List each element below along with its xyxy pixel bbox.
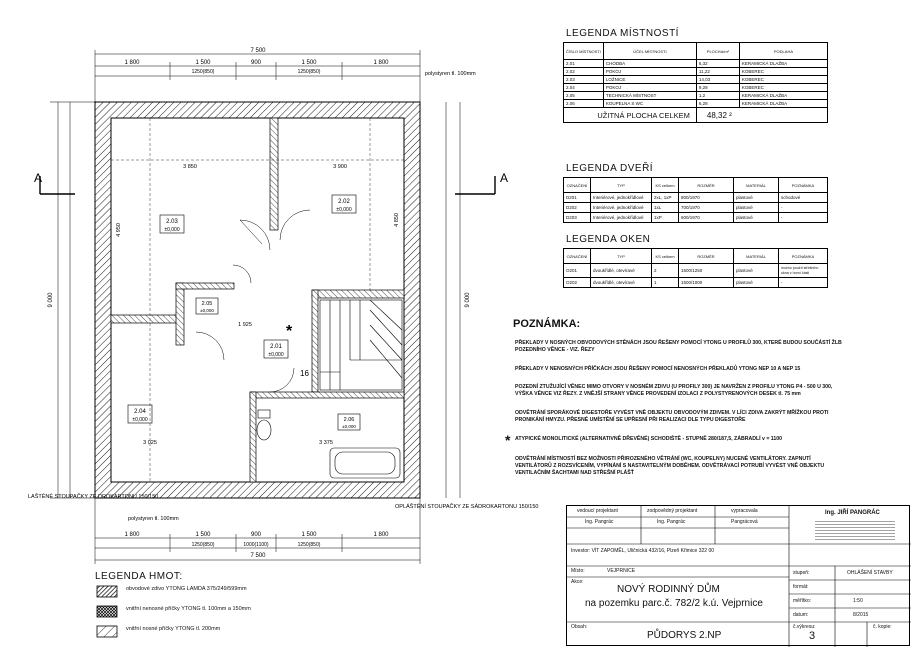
washbasin (257, 410, 271, 440)
drawing-number: 3 (809, 630, 816, 642)
section-label-left: A (34, 171, 43, 185)
svg-text:2.01: 2.01 (270, 344, 282, 350)
stair-steps: 16 (300, 369, 309, 378)
place-label: Místo: (571, 568, 585, 574)
stair-asterisk: * (286, 323, 293, 340)
table-row: D202 Interiérové, jednokřídlové 1xL 700/1970 plastové - (564, 203, 828, 213)
firm-name: Ing. JIŘÍ PANGRÁC (825, 510, 880, 516)
investor: Investor: VÍT ZAPOMĚL, Uličnická 432/16, Plzeň Křimice 322 00 (571, 548, 715, 554)
svg-text:2.02: 2.02 (338, 199, 350, 205)
label-stoupacky-left: LAŠTĚNÉ STOUPAČKY ZE DROKARTONU 150/150 (28, 494, 159, 500)
material-item: obvodové zdivo YTONG LAMDA 375/249/599mm (126, 586, 247, 592)
legend-doors-table: OZNAČENÍ TYP KS celkem ROZMĚR MATERIÁL POZNÁMKA D201 Interiérové, jednokřídlové 2xL, 1xP 800/1970 plastové schodové D202 Interiérové, jednokřídlové 1xL 700/1970 plastové - D203 Interiérové, jednokřídlové 1xP 600/1970 plastové - (563, 177, 828, 223)
col-header: PODLAHA (739, 43, 827, 60)
label-polystyren-top: polystyren tl. 100mm (425, 71, 476, 77)
dim-inner-2: 3 900 (333, 164, 347, 170)
name-drafter: Pangrácová (731, 519, 758, 525)
role-lead: vedoucí projektant (577, 508, 618, 514)
dim-bottom-sub-3: 1250(850) (297, 542, 321, 548)
action-line2: na pozemku parc.č. 782/2 k.ú. Vejprnice (585, 598, 763, 609)
room-label-2.05 (196, 298, 218, 314)
dim-top-5: 1 800 (373, 60, 389, 66)
dim-top-sub-2: 1250(850) (297, 69, 321, 75)
bathtub (330, 448, 400, 478)
total-area-value: 48,32 ² (696, 108, 827, 123)
room-label-2.02 (332, 195, 356, 213)
svg-text:2.04: 2.04 (134, 409, 146, 415)
scale-value: 1:50 (853, 598, 863, 604)
drawing-number-label: č.výkresu: (793, 624, 816, 630)
content-label: Obsah: (571, 624, 588, 630)
dim-bottom-2: 1 500 (195, 532, 211, 538)
dim-inner-1: 3 850 (183, 164, 197, 170)
col-header: ČÍSLO MÍSTNOSTI (564, 43, 604, 60)
dim-bottom-sub-1: 1250(850) (191, 542, 215, 548)
dim-bottom-3: 900 (250, 532, 262, 538)
firm-stamp-text (815, 519, 895, 541)
room-label-2.06 (338, 414, 360, 430)
col-header: ÚČEL MÍSTNOSTI (603, 43, 696, 60)
table-row: 2.02 POKOJ 11,22 KOBEREC (564, 68, 828, 76)
section-mark-right (455, 176, 495, 194)
role-drafter: vypracovala (731, 508, 758, 514)
dim-height-right: 9 000 (465, 292, 471, 308)
svg-text:±0,000: ±0,000 (268, 352, 284, 358)
date-value: 8/2015 (853, 612, 869, 618)
dim-inner-3: 4 950 (116, 223, 122, 237)
note-item: ODVĚTRÁNÍ MÍSTNOSTÍ BEZ MOŽNOSTI PŘIROZENÉHO VĚTRÁNÍ (WC, KOUPELNY) NUCENÉ VENTILÁTORY. ZAPNUTÍ VENTILÁTORŮ Z ROZSVÍCENÍM, VYPÍNÁNÍ S NASTAVITELNÝM DOBĚHEM. ODVĚTRÁVACÍ POTRUBÍ VYVÉST VNĚ OBJEKTU VENTILAČNÍM ŠACHTAMI NAD STŘEŠNÍ PLÁŠŤ (515, 456, 825, 476)
svg-text:2.06: 2.06 (343, 417, 355, 423)
table-row: D201 Interiérové, jednokřídlové 2xL, 1xP 800/1970 plastové schodové (564, 193, 828, 203)
material-item: vnitřní nenosné příčky YTONG tl. 100mm a 150mm (126, 606, 251, 612)
table-row: 2.01 CHODBA 6,32 KERAMICKÁ DLAŽBA (564, 60, 828, 68)
room-label-2.01 (264, 340, 288, 358)
role-responsible: zodpovědný projektant (647, 508, 698, 514)
note-item: POZEDNÍ ZTUŽUJÍCÍ VĚNEC MIMO OTVORY V NOSNÉM ZDIVU (U PROFILY 300) JE NAVRŽEN Z PROFILU YTONG P4 - 500 U 300, VÝŠKA VĚNCE VIZ ŘEZY. Z VNĚJŠÍ STRANY VĚNCE PROVEDENÍ IZOLACI Z POLYSTYRENOVÝCH DESEK tl. 75 mm (515, 384, 833, 397)
note-item: ODVĚTRÁNÍ SPORÁKOVÉ DIGESTOŘE VYVÉST VNĚ OBJEKTU OBVODOVÝM ZDIVEM. V LÍCI ZDIVA ZAKRÝT MŘÍŽKOU PROTI PRONIKÁNÍ HMYZU. PŘESNÉ UMÍSTĚNÍ SE UPŘESNÍ PŘI REALIZACI DLE TYPU DIGESTOŘE (515, 410, 829, 423)
table-row: 2.06 KOUPELNA S WC 6,28 KERAMICKÁ DLAŽBA (564, 100, 828, 108)
svg-text:±0,000: ±0,000 (200, 308, 214, 313)
dim-top-2: 1 500 (195, 60, 211, 66)
action-line1: NOVÝ RODINNÝ DŮM (617, 584, 720, 595)
table-row: 2.03 LOŽNICE 14,03 KOBEREC (564, 76, 828, 84)
dim-top-3: 900 (250, 60, 262, 66)
svg-text:±0,000: ±0,000 (132, 417, 148, 423)
legend-rooms-title: LEGENDA MÍSTNOSTÍ (566, 28, 679, 39)
svg-text:2.05: 2.05 (201, 301, 213, 307)
dim-inner-6: 3 375 (319, 440, 333, 446)
dim-total-bottom: 7 500 (250, 553, 266, 559)
date-label: datum: (793, 612, 809, 618)
stage-label: stupeň: (793, 570, 810, 576)
note-item: ATYPICKÉ MONOLITICKÉ (ALTERNATIVNĚ DŘEVĚNÉ) SCHODIŠTĚ - STUPNĚ 280/187,5, ZÁBRADLÍ v = 1100 (515, 436, 783, 442)
room-label-2.03 (160, 215, 184, 233)
name-responsible: Ing. Pangrác (657, 519, 686, 525)
note-item: PŘEKLADY V NOSNÝCH OBVODOVÝCH STĚNÁCH JSOU ŘEŠENY POMOCÍ YTONG U PROFILŮ 300, KTERÉ BUDOU SOUČÁSTÍ ŽLB POZEDNÍHO VĚNCE - VIZ. ŘEZY (515, 340, 842, 353)
dim-top-1: 1 800 (124, 60, 140, 66)
table-row: 2.04 POKOJ 9,28 KOBEREC (564, 84, 828, 92)
label-stoupacky-right: OPLÁŠTĚNÍ STOUPAČKY ZE SÁDROKARTONU 150/150 (395, 504, 539, 510)
svg-text:±0,000: ±0,000 (336, 207, 352, 213)
material-item: vnitřní nosné příčky YTONG tl. 200mm (126, 626, 221, 632)
staircase (320, 300, 402, 390)
format-label: formát: (793, 584, 809, 590)
top-dimensions (95, 50, 420, 102)
place-value: VEJPRNICE (607, 568, 636, 574)
note-asterisk: * (505, 432, 511, 448)
name-lead: Ing. Pangrác (585, 519, 614, 525)
dim-bottom-4: 1 500 (301, 532, 317, 538)
dim-inner-7: 4 850 (394, 213, 400, 227)
dim-inner-4: 3 025 (143, 440, 157, 446)
legend-doors-title: LEGENDA DVEŘÍ (566, 163, 654, 174)
legend-rooms-table (563, 42, 828, 123)
copy-label: č. kopie: (873, 624, 892, 630)
dim-top-4: 1 500 (301, 60, 317, 66)
legend-windows-title: LEGENDA OKEN (566, 234, 651, 245)
title-block (566, 505, 910, 646)
dim-height-left: 9 000 (48, 292, 54, 308)
dim-top-sub-1: 1250(850) (191, 69, 215, 75)
content-value: PŮDORYS 2.NP (647, 630, 722, 641)
label-polystyren-bottom: polystyren tl. 100mm (128, 516, 179, 522)
col-header: PLOCHA/m² (696, 43, 739, 60)
table-row: 2.05 TECHNICKÁ MÍSTNOST 1,2 KERAMICKÁ DLAŽBA (564, 92, 828, 100)
section-label-right: A (500, 171, 509, 185)
total-area-label: UŽITNÁ PLOCHA CELKEM (564, 108, 697, 123)
scale-label: měřítko: (793, 598, 812, 604)
dim-bottom-sub-2: 1000(1100) (243, 542, 269, 548)
dim-inner-5: 1 925 (238, 322, 252, 328)
svg-text:2.03: 2.03 (166, 219, 178, 225)
svg-text:±0,000: ±0,000 (342, 424, 356, 429)
room-label-2.04 (128, 405, 152, 423)
action-label: Akce: (571, 579, 584, 585)
notes-title: POZNÁMKA: (513, 318, 581, 330)
material-swatches (96, 585, 118, 641)
legend-windows-table: OZNAČENÍ TYP KS celkem ROZMĚR MATERIÁL POZNÁMKA O201 dvoukřídlé, otevíravé 2 1500/1250 plastové možno použít střešního okna v horní části O202 dvoukřídlé, otevíravé 1 1500/1000 plastové - (563, 248, 828, 288)
dim-total-top: 7 500 (250, 48, 266, 54)
legend-materials-title: LEGENDA HMOT: (95, 571, 183, 582)
table-row: O201 dvoukřídlé, otevíravé 2 1500/1250 plastové možno použít střešního okna v horní části (564, 264, 828, 278)
dim-bottom-1: 1 800 (124, 532, 140, 538)
stage-value: OHLÁŠENÍ STAVBY (847, 570, 893, 576)
svg-text:±0,000: ±0,000 (164, 227, 180, 233)
note-item: PŘEKLADY V NENOSNÝCH PŘÍČKÁCH JSOU ŘEŠENY POMOCÍ NENOSNÝCH PŘEKLADŮ YTONG NEP 10 A NEP 15 (515, 366, 801, 372)
table-row: O202 dvoukřídlé, otevíravé 1 1500/1000 plastové - (564, 278, 828, 288)
dim-bottom-5: 1 800 (373, 532, 389, 538)
table-row: D203 Interiérové, jednokřídlové 1xP 600/1970 plastové - (564, 213, 828, 223)
